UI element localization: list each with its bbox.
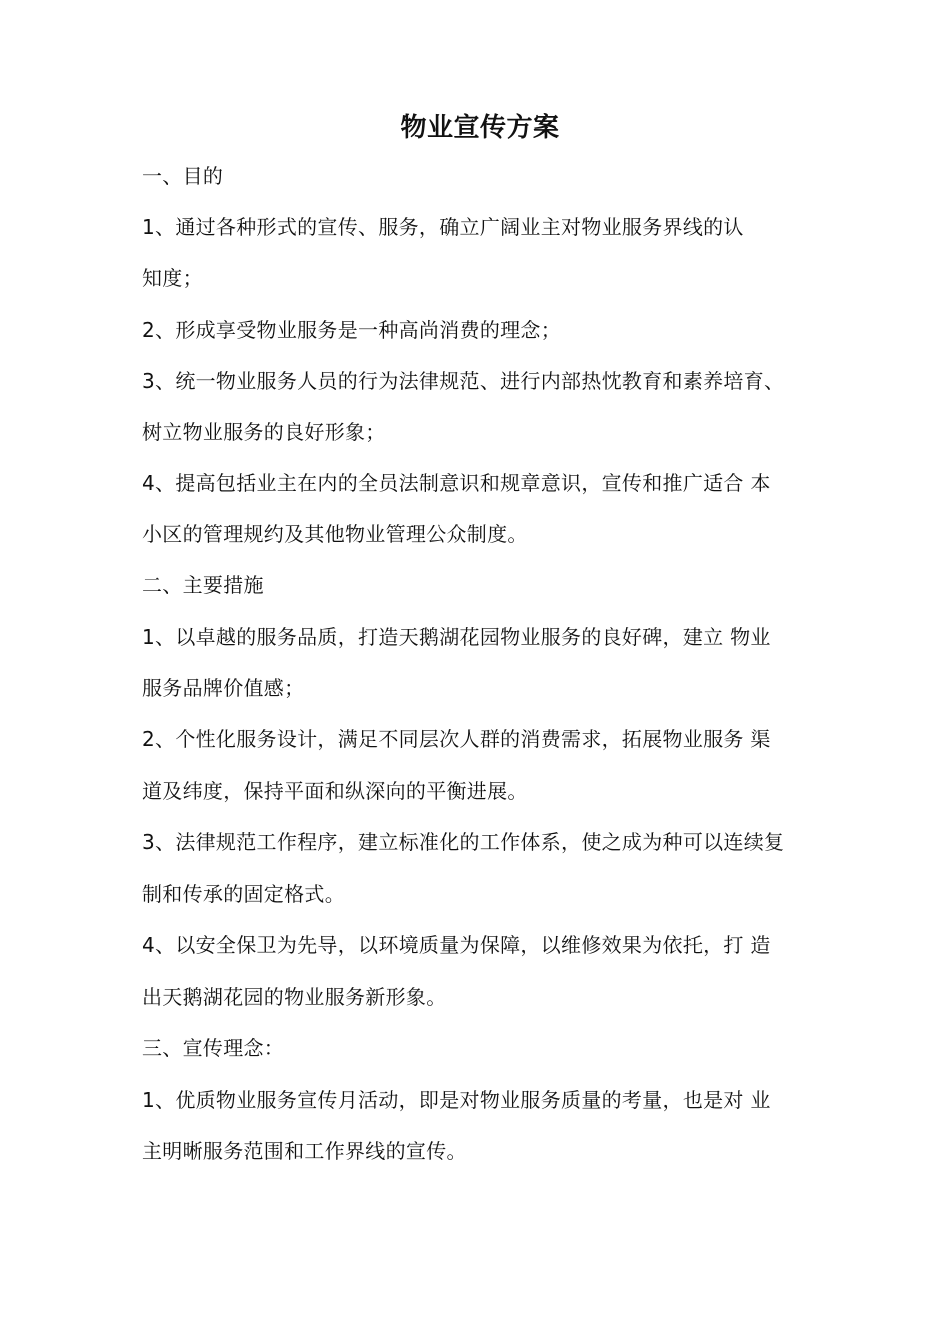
document-title: 物业宣传方案 <box>400 113 560 143</box>
paragraph-line: 小区的管理规约及其他物业管理公众制度。 <box>142 522 528 546</box>
paragraph-line: 3、统一物业服务人员的行为法律规范、进行内部热忱教育和素养培育、 <box>142 369 785 393</box>
section-heading-measures: 二、主要措施 <box>142 573 264 597</box>
section-heading-purpose: 一、目的 <box>142 164 224 188</box>
paragraph-line: 2、个性化服务设计，满足不同层次人群的消费需求，拓展物业服务 渠 <box>142 727 771 751</box>
paragraph-line: 主明晰服务范围和工作界线的宣传。 <box>142 1139 467 1163</box>
paragraph-line: 制和传承的固定格式。 <box>142 882 345 906</box>
paragraph-line: 服务品牌价值感； <box>142 676 305 700</box>
paragraph-line: 2、形成享受物业服务是一种高尚消费的理念； <box>142 318 562 342</box>
paragraph-line: 出天鹅湖花园的物业服务新形象。 <box>142 985 447 1009</box>
paragraph-line: 4、提高包括业主在内的全员法制意识和规章意识，宣传和推广适合 本 <box>142 471 771 495</box>
section-heading-concept: 三、宣传理念： <box>142 1036 285 1060</box>
paragraph-line: 树立物业服务的良好形象； <box>142 420 386 444</box>
paragraph-line: 3、法律规范工作程序，建立标准化的工作体系，使之成为种可以连续复 <box>142 830 785 854</box>
paragraph-line: 1、以卓越的服务品质，打造天鹅湖花园物业服务的良好碑，建立 物业 <box>142 625 771 649</box>
paragraph-line: 4、以安全保卫为先导，以环境质量为保障，以维修效果为依托，打 造 <box>142 933 771 957</box>
paragraph-line: 道及纬度，保持平面和纵深向的平衡进展。 <box>142 779 528 803</box>
paragraph-line: 1、通过各种形式的宣传、服务，确立广阔业主对物业服务界线的认 <box>142 215 744 239</box>
paragraph-line: 1、优质物业服务宣传月活动，即是对物业服务质量的考量，也是对 业 <box>142 1088 771 1112</box>
paragraph-line: 知度； <box>142 266 203 290</box>
